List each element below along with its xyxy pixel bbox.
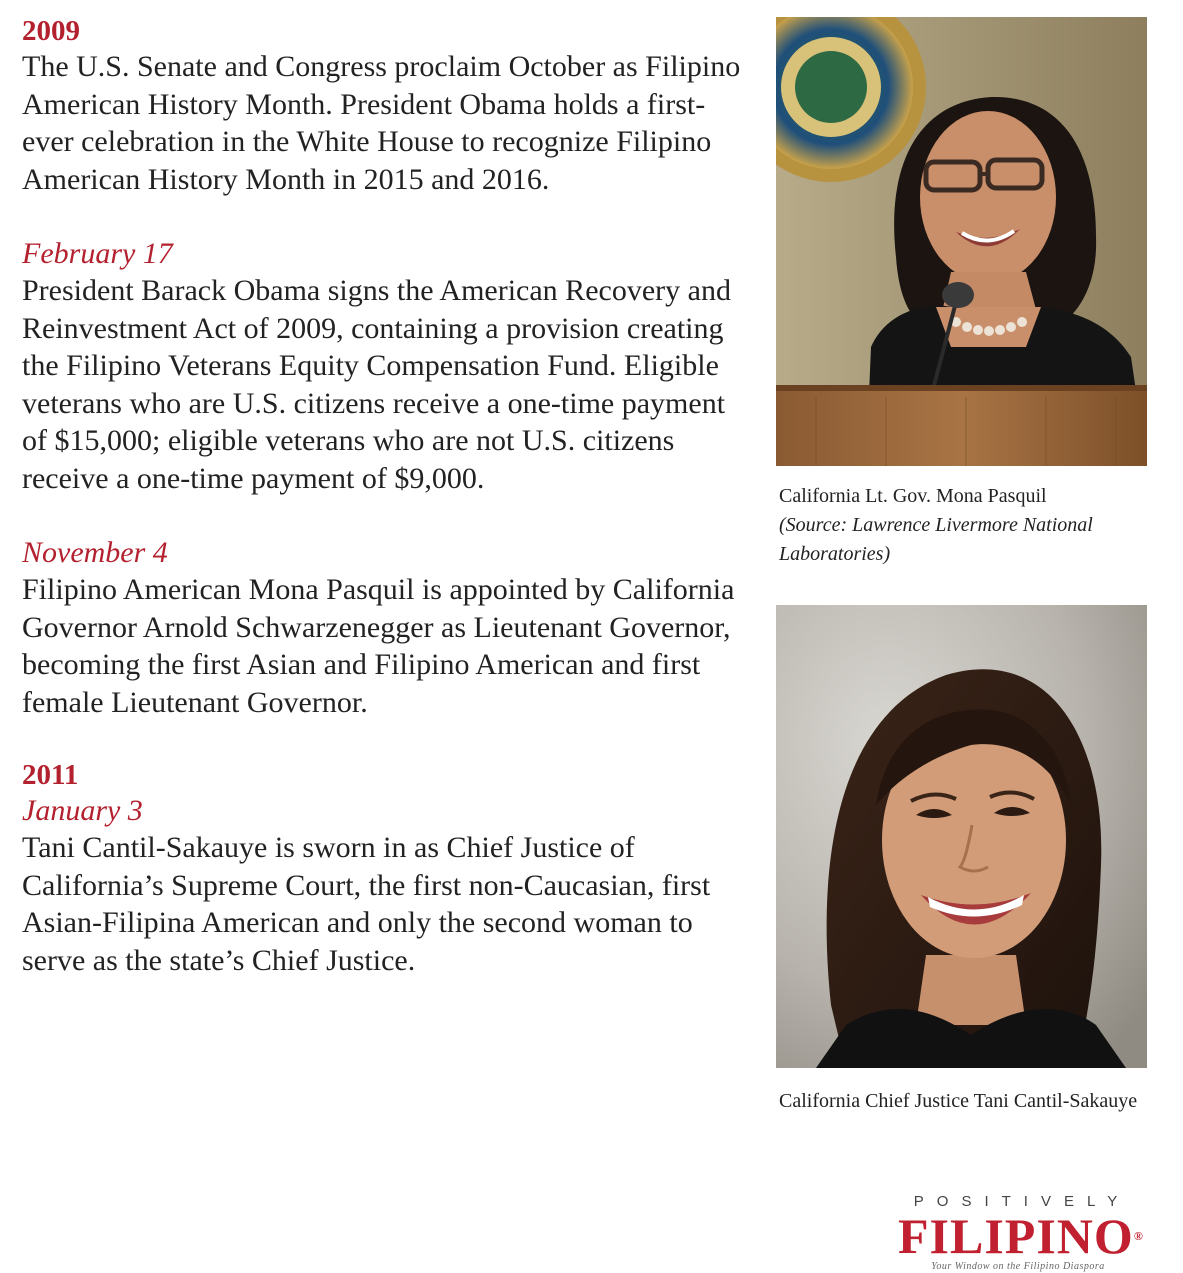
- caption-photo-1-source: (Source: Lawrence Livermore National Laboratories): [779, 514, 1093, 565]
- entry-feb-17: President Barack Obama signs the American Recovery and Reinvestment Act of 2009, containing a provision creating the Filipino Veterans Equity Compensation Fund. Eligible veterans who are U.S. citizens receive a one-time payment of $15,000; eligible veterans who are not U.S. citizens receive a one-time payment of $9,000.: [22, 274, 731, 495]
- year-heading-2011: 2011: [22, 759, 79, 791]
- positively-filipino-logo: [898, 1193, 1144, 1273]
- year-heading-2009: 2009: [22, 15, 80, 47]
- logo-tagline: Your Window on the Filipino Diaspora: [931, 1261, 1105, 1272]
- entry-nov-4: Filipino American Mona Pasquil is appointed by California Governor Arnold Schwarzenegger as Lieutenant Governor, becoming the first Asian and Filipino American and first female Lieutenant Governor.: [22, 573, 735, 719]
- caption-photo-1: [779, 482, 1159, 569]
- date-heading-nov-4: November 4: [22, 536, 168, 569]
- article-text: [22, 14, 742, 979]
- logo-main-text: FILIPINO: [898, 1208, 1134, 1264]
- date-heading-feb-17: February 17: [22, 237, 173, 270]
- caption-photo-1-title: California Lt. Gov. Mona Pasquil: [779, 485, 1047, 507]
- logo-main-wordmark: [898, 1208, 1144, 1264]
- logo-top-text: POSITIVELY: [913, 1193, 1131, 1210]
- entry-2009-intro: The U.S. Senate and Congress proclaim October as Filipino American History Month. President Obama holds a first-ever celebration in the White House to recognize Filipino American History Month in 2015 and 2016.: [22, 50, 741, 196]
- entry-jan-3: Tani Cantil-Sakauye is sworn in as Chief Justice of California’s Supreme Court, the first non-Caucasian, first Asian-Filipina American and only the second woman to serve as the state’s Chief Justice.: [22, 831, 711, 977]
- photo-mona-pasquil: [776, 17, 1147, 466]
- caption-photo-2-title: California Chief Justice Tani Cantil-Sakauye: [779, 1090, 1138, 1112]
- registered-mark: ®: [1133, 1229, 1144, 1243]
- caption-photo-2: [779, 1087, 1159, 1116]
- photo-tani-cantil-sakauye: [776, 605, 1147, 1068]
- date-heading-jan-3: January 3: [22, 794, 143, 827]
